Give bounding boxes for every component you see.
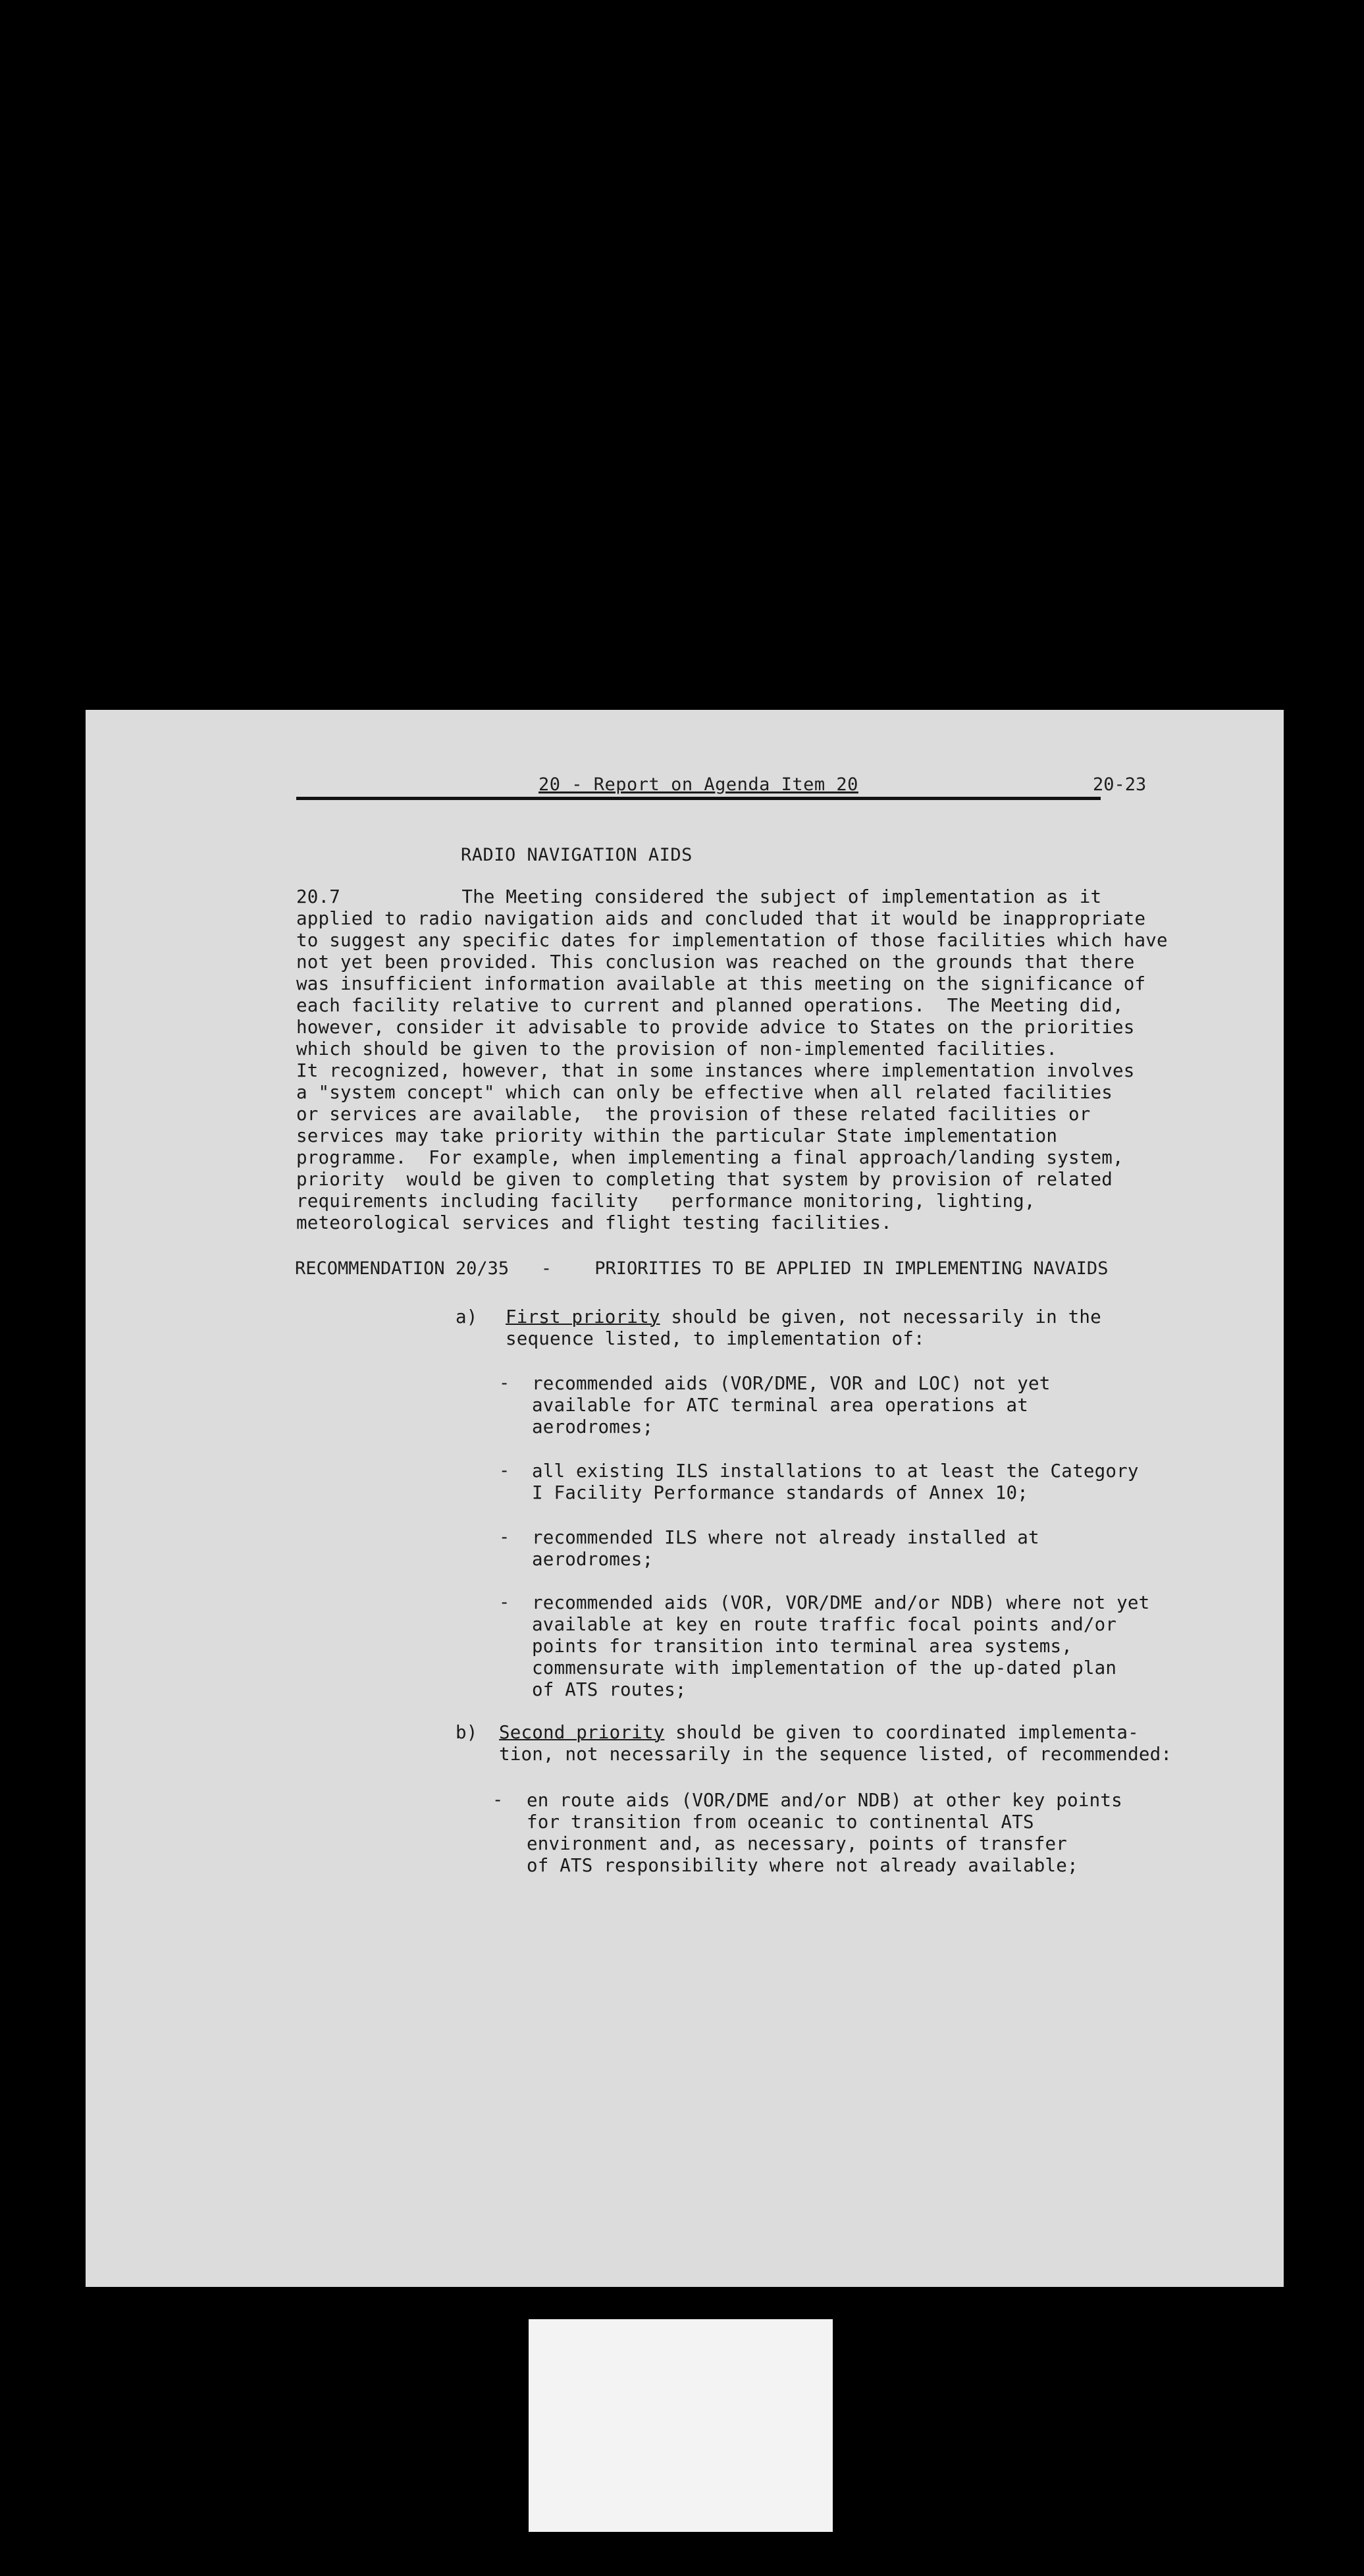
section-b-intro	[499, 1722, 1172, 1765]
section-a-intro-line2: sequence listed, to implementation of:	[506, 1328, 925, 1349]
recommendation-heading	[295, 1258, 1108, 1279]
bullet-dash: -	[499, 1592, 510, 1613]
document-page	[86, 710, 1284, 2287]
paragraph-number: 20.7	[296, 886, 341, 907]
section-a-item-2: all existing ILS installations to at least the Category I Facility Performance standards of Annex 10;	[532, 1461, 1139, 1503]
page-header	[538, 774, 858, 795]
section-a-item-4: recommended aids (VOR, VOR/DME and/or NDB) where not yet available at key en route traffic focal points and/or points for transition into terminal area systems, commensurate with implementation of the up-dated plan of ATS routes;	[532, 1592, 1150, 1700]
section-a-item-1: recommended aids (VOR/DME, VOR and LOC) not yet available for ATC terminal area operations at aerodromes;	[532, 1373, 1051, 1437]
page-number-text: 20-23	[1093, 774, 1147, 795]
bullet-dash: -	[492, 1790, 504, 1810]
section-a-intro	[506, 1306, 1101, 1350]
bullet-dash: -	[499, 1527, 510, 1547]
recommendation-label: RECOMMENDATION 20/35	[295, 1258, 510, 1279]
second-priority-label: Second priority	[499, 1722, 665, 1743]
section-b-item-1: en route aids (VOR/DME and/or NDB) at other key points for transition from oceanic to continental ATS environment and, as necessary, points of transfer of ATS responsibility where not already available;	[527, 1790, 1122, 1876]
bullet-dash: -	[499, 1461, 510, 1481]
section-b-intro-text: should be given to coordinated implementa-	[664, 1722, 1139, 1743]
page-number	[1093, 774, 1146, 795]
paragraph-20-7	[296, 886, 1168, 1234]
section-a-item-3: recommended ILS where not already installed at aerodromes;	[532, 1527, 1039, 1570]
section-b-marker: b)	[456, 1722, 478, 1743]
recommendation-separator: -	[540, 1258, 552, 1279]
blank-index-card	[529, 2319, 833, 2532]
section-b-intro-line2: tion, not necessarily in the sequence listed, of recommended:	[499, 1744, 1172, 1765]
recommendation-title: PRIORITIES TO BE APPLIED IN IMPLEMENTING NAVAIDS	[594, 1258, 1109, 1279]
header-rule	[296, 797, 1101, 800]
bullet-dash: -	[499, 1373, 510, 1393]
section-a-marker: a)	[456, 1306, 478, 1328]
header-text: 20 - Report on Agenda Item 20	[538, 774, 858, 795]
section-title: RADIO NAVIGATION AIDS	[461, 845, 693, 865]
section-a-intro-text: should be given, not necessarily in the	[660, 1306, 1101, 1328]
first-priority-label: First priority	[506, 1306, 660, 1328]
paragraph-text: The Meeting considered the subject of implementation as it applied to radio navigation aids and concluded that it would be inappropriate to suggest any specific dates for implementation of those facilities which have not yet been provided. This conclusion was reached on the grounds that there was insufficient information available at this meeting on the significance of each facility relative to current and planned operations. The Meeting did, however, consider it advisable to provide advice to States on the priorities which should be given to the provision of non-implemented facilities. It recognized, however, that in some instances where implementation involves a "system concept" which can only be effective when all related facilities or services are available, the provision of these related facilities or services may take priority within the particular State implementation programme. For example, when implementing a final approach/landing system, priority would be given to completing that system by provision of related requirements including facility performance monitoring, lighting, meteorological services and flight testing facilities.	[296, 886, 1168, 1233]
